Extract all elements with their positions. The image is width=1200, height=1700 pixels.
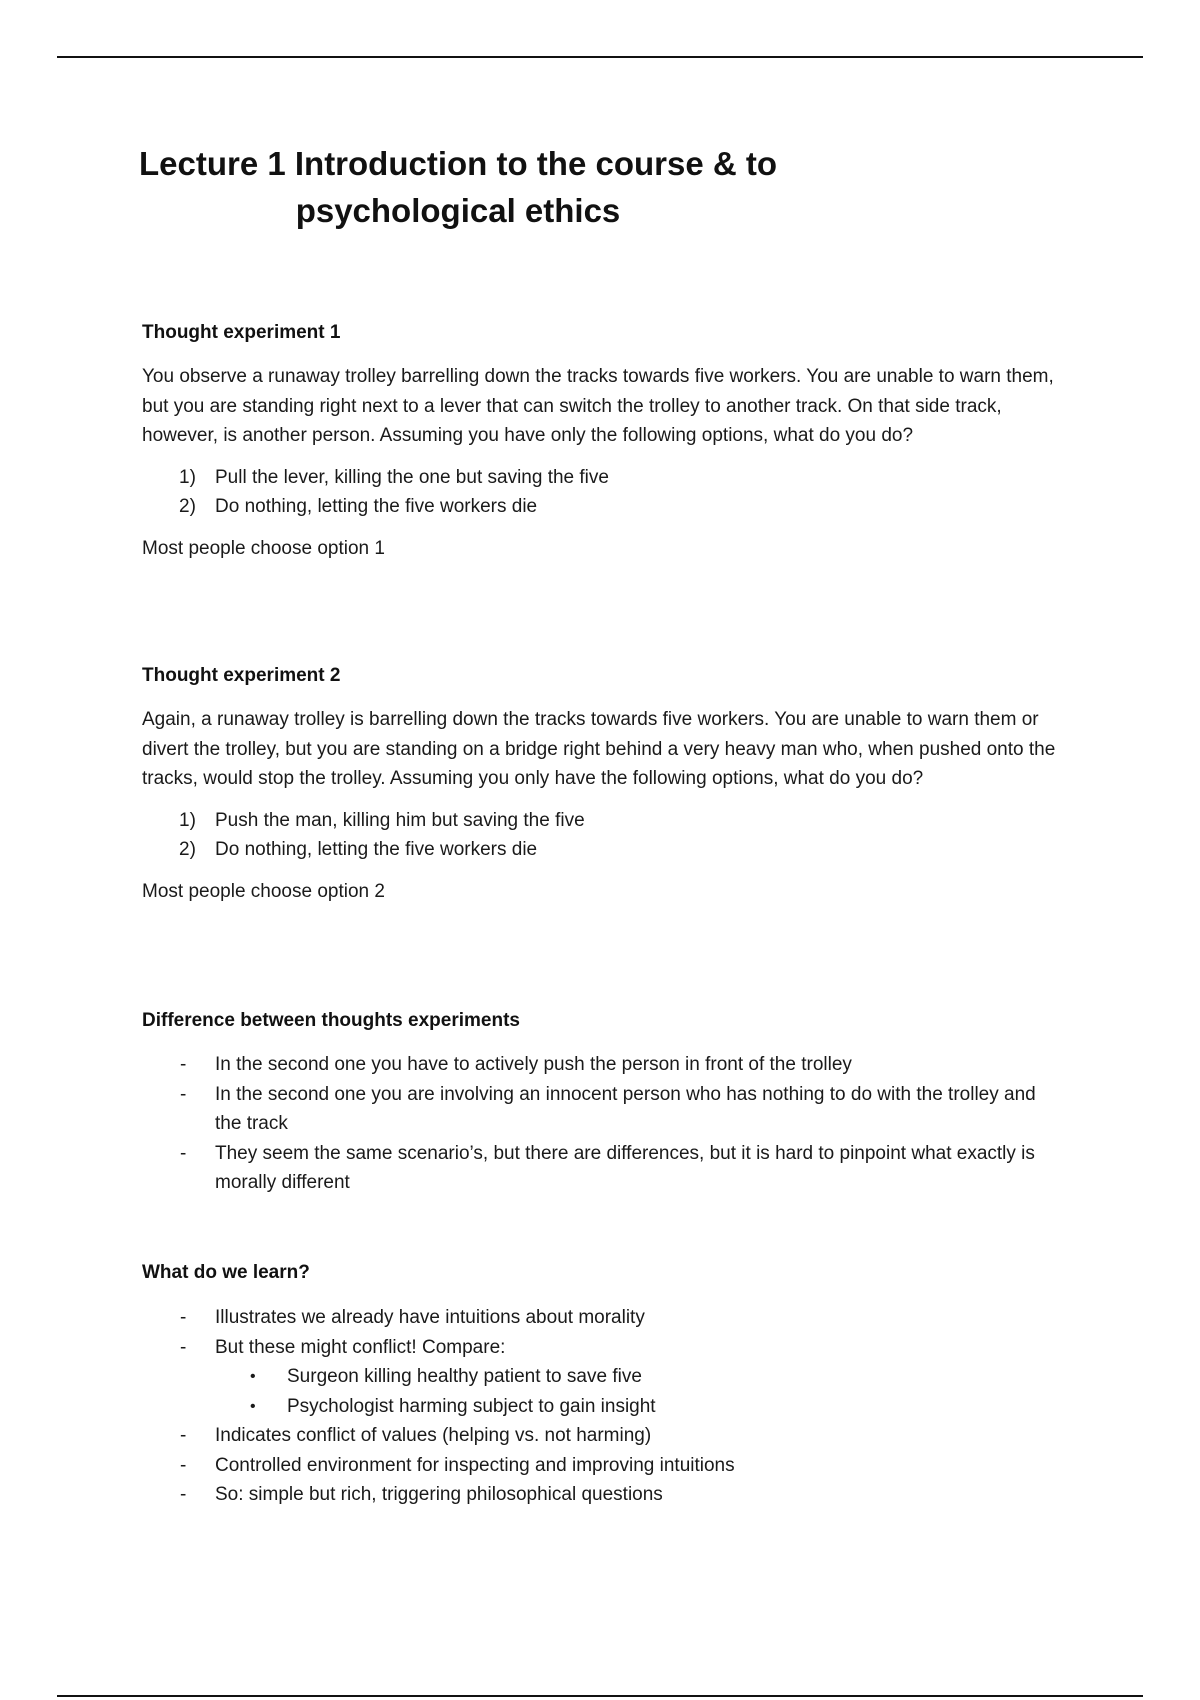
conclusion: Most people choose option 2 [142, 880, 385, 902]
section-heading: What do we learn? [142, 1262, 310, 1283]
list-item: - They seem the same scenario’s, but there are differences, but it is hard to pinpoint what exactly is morally different [180, 1142, 1035, 1193]
conclusion: Most people choose option 1 [142, 537, 385, 559]
page-title: Lecture 1 Introduction to the course & to psychological ethics [138, 145, 778, 229]
paragraph: Again, a runaway trolley is barrelling down the tracks towards five workers. You are unable to warn them or divert the trolley, but you are standing on a bridge right behind a very heavy man who, when pushed onto the tracks, would stop the trolley. Assuming you only have the following options, what do you do? [142, 709, 1056, 789]
learn-list-continued [142, 1421, 1062, 1510]
paragraph: You observe a runaway trolley barrelling down the tracks towards five workers. You are unable to warn them, but you are standing right next to a lever that can switch the trolley to another track. On that side track, however, is another person. Assuming you have only the following options, what do you do? [142, 366, 1054, 446]
difference-list [142, 1050, 1062, 1198]
list-item: 1) Pull the lever, killing the one but saving the five [179, 466, 609, 488]
learn-sub-list [142, 1362, 1062, 1421]
learn-list [142, 1303, 1062, 1362]
list-item: 2) Do nothing, letting the five workers die [179, 496, 538, 517]
section-learn [142, 1261, 1062, 1510]
section-experiment-2 [142, 664, 1062, 906]
list-item: 1) Push the man, killing him but saving the five [179, 809, 585, 831]
bottom-rule [57, 1695, 1143, 1697]
list-item: - In the second one you are involving an innocent person who has nothing to do with the trolley and the track [180, 1083, 1036, 1134]
list-item: 2) Do nothing, letting the five workers die [179, 839, 538, 860]
list-item: • Surgeon killing healthy patient to save five [250, 1366, 642, 1387]
list-item: - Illustrates we already have intuitions about morality [180, 1307, 645, 1328]
list-item: - But these might conflict! Compare: [180, 1336, 506, 1358]
list-item: - So: simple but rich, triggering philosophical questions [180, 1484, 663, 1505]
list-item: • Psychologist harming subject to gain insight [250, 1395, 656, 1417]
section-difference [142, 1009, 1062, 1198]
list-item: - In the second one you have to actively push the person in front of the trolley [180, 1054, 852, 1075]
top-rule [57, 56, 1143, 58]
list-item: - Controlled environment for inspecting and improving intuitions [180, 1454, 735, 1476]
section-heading: Thought experiment 1 [142, 322, 341, 343]
section-heading: Thought experiment 2 [142, 665, 341, 686]
list-item: - Indicates conflict of values (helping vs. not harming) [180, 1425, 652, 1446]
options-list [142, 806, 1062, 865]
section-experiment-1 [142, 321, 1062, 563]
options-list [142, 463, 1062, 522]
section-heading: Difference between thoughts experiments [142, 1010, 520, 1031]
